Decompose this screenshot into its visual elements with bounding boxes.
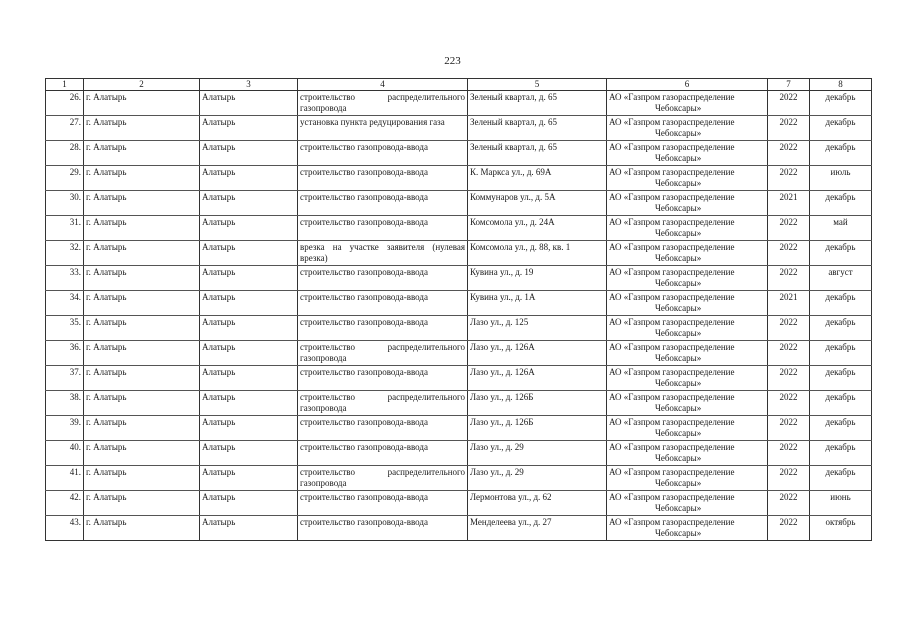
- organization-line-1: АО «Газпром газораспределение: [609, 367, 735, 377]
- organization-cell: [607, 316, 768, 341]
- table-row: [46, 491, 872, 516]
- address-cell: Лазо ул., д. 126Б: [468, 391, 607, 416]
- settlement-cell: г. Алатырь: [84, 516, 200, 541]
- district-cell: Алатырь: [200, 116, 298, 141]
- table-row: [46, 516, 872, 541]
- year-cell: 2022: [768, 466, 810, 491]
- organization-cell: [607, 391, 768, 416]
- table-row: [46, 391, 872, 416]
- works-table: [45, 78, 872, 541]
- year-cell: 2022: [768, 416, 810, 441]
- table-row: [46, 116, 872, 141]
- month-cell: декабрь: [810, 116, 872, 141]
- settlement-cell: г. Алатырь: [84, 266, 200, 291]
- address-cell: Лазо ул., д. 126Б: [468, 416, 607, 441]
- district-cell: Алатырь: [200, 466, 298, 491]
- year-cell: 2021: [768, 191, 810, 216]
- organization-line-2: Чебоксары»: [655, 502, 702, 513]
- organization-cell: [607, 191, 768, 216]
- organization-cell: [607, 266, 768, 291]
- table-row: [46, 366, 872, 391]
- year-cell: 2022: [768, 441, 810, 466]
- organization-line-2: Чебоксары»: [655, 377, 702, 388]
- column-header: 8: [810, 79, 872, 91]
- table-row: [46, 441, 872, 466]
- table-row: [46, 266, 872, 291]
- table-row: [46, 141, 872, 166]
- year-cell: 2022: [768, 341, 810, 366]
- organization-line-1: АО «Газпром газораспределение: [609, 267, 735, 277]
- table-row: [46, 191, 872, 216]
- settlement-cell: г. Алатырь: [84, 166, 200, 191]
- settlement-cell: г. Алатырь: [84, 466, 200, 491]
- year-cell: 2021: [768, 291, 810, 316]
- district-cell: Алатырь: [200, 441, 298, 466]
- work-type-cell: строительство газопровода-ввода: [298, 191, 468, 216]
- settlement-cell: г. Алатырь: [84, 441, 200, 466]
- row-number: 31.: [46, 216, 84, 241]
- work-type-cell: строительство газопровода-ввода: [298, 491, 468, 516]
- table-row: [46, 166, 872, 191]
- district-cell: Алатырь: [200, 191, 298, 216]
- address-cell: Лазо ул., д. 126А: [468, 341, 607, 366]
- organization-line-2: Чебоксары»: [655, 302, 702, 313]
- month-cell: май: [810, 216, 872, 241]
- organization-line-2: Чебоксары»: [655, 177, 702, 188]
- organization-line-2: Чебоксары»: [655, 152, 702, 163]
- work-type-cell: строительство газопровода-ввода: [298, 291, 468, 316]
- address-cell: К. Маркса ул., д. 69А: [468, 166, 607, 191]
- organization-line-1: АО «Газпром газораспределение: [609, 517, 735, 527]
- organization-line-1: АО «Газпром газораспределение: [609, 292, 735, 302]
- organization-line-1: АО «Газпром газораспределение: [609, 417, 735, 427]
- address-cell: Зеленый квартал, д. 65: [468, 116, 607, 141]
- column-header: 2: [84, 79, 200, 91]
- district-cell: Алатырь: [200, 141, 298, 166]
- row-number: 32.: [46, 241, 84, 266]
- month-cell: декабрь: [810, 391, 872, 416]
- address-cell: Комсомола ул., д. 24А: [468, 216, 607, 241]
- work-type-cell: строительство газопровода-ввода: [298, 141, 468, 166]
- table-row: [46, 416, 872, 441]
- settlement-cell: г. Алатырь: [84, 491, 200, 516]
- organization-line-1: АО «Газпром газораспределение: [609, 442, 735, 452]
- organization-cell: [607, 366, 768, 391]
- month-cell: август: [810, 266, 872, 291]
- table-row: [46, 341, 872, 366]
- settlement-cell: г. Алатырь: [84, 316, 200, 341]
- settlement-cell: г. Алатырь: [84, 291, 200, 316]
- year-cell: 2022: [768, 516, 810, 541]
- organization-line-2: Чебоксары»: [655, 327, 702, 338]
- organization-line-2: Чебоксары»: [655, 102, 702, 113]
- table-body: [46, 79, 872, 541]
- organization-line-2: Чебоксары»: [655, 277, 702, 288]
- district-cell: Алатырь: [200, 366, 298, 391]
- organization-line-1: АО «Газпром газораспределение: [609, 142, 735, 152]
- column-header: 6: [607, 79, 768, 91]
- district-cell: Алатырь: [200, 316, 298, 341]
- work-type-cell: строительство газопровода-ввода: [298, 266, 468, 291]
- row-number: 38.: [46, 391, 84, 416]
- work-type-cell: строительство распределительного газопровода: [298, 341, 468, 366]
- month-cell: декабрь: [810, 366, 872, 391]
- month-cell: декабрь: [810, 91, 872, 116]
- address-cell: Менделеева ул., д. 27: [468, 516, 607, 541]
- organization-cell: [607, 141, 768, 166]
- table-row: [46, 241, 872, 266]
- row-number: 37.: [46, 366, 84, 391]
- district-cell: Алатырь: [200, 391, 298, 416]
- organization-line-2: Чебоксары»: [655, 127, 702, 138]
- organization-line-1: АО «Газпром газораспределение: [609, 192, 735, 202]
- month-cell: декабрь: [810, 241, 872, 266]
- row-number: 27.: [46, 116, 84, 141]
- row-number: 43.: [46, 516, 84, 541]
- settlement-cell: г. Алатырь: [84, 416, 200, 441]
- organization-cell: [607, 241, 768, 266]
- row-number: 35.: [46, 316, 84, 341]
- year-cell: 2022: [768, 91, 810, 116]
- row-number: 28.: [46, 141, 84, 166]
- row-number: 26.: [46, 91, 84, 116]
- settlement-cell: г. Алатырь: [84, 366, 200, 391]
- organization-line-2: Чебоксары»: [655, 452, 702, 463]
- organization-line-1: АО «Газпром газораспределение: [609, 317, 735, 327]
- work-type-cell: строительство газопровода-ввода: [298, 166, 468, 191]
- row-number: 40.: [46, 441, 84, 466]
- organization-cell: [607, 516, 768, 541]
- column-header: 7: [768, 79, 810, 91]
- year-cell: 2022: [768, 366, 810, 391]
- organization-cell: [607, 466, 768, 491]
- year-cell: 2022: [768, 116, 810, 141]
- district-cell: Алатырь: [200, 216, 298, 241]
- settlement-cell: г. Алатырь: [84, 116, 200, 141]
- settlement-cell: г. Алатырь: [84, 216, 200, 241]
- organization-cell: [607, 341, 768, 366]
- organization-line-2: Чебоксары»: [655, 352, 702, 363]
- organization-cell: [607, 91, 768, 116]
- month-cell: декабрь: [810, 316, 872, 341]
- settlement-cell: г. Алатырь: [84, 141, 200, 166]
- organization-line-2: Чебоксары»: [655, 427, 702, 438]
- organization-cell: [607, 116, 768, 141]
- table-row: [46, 291, 872, 316]
- column-header: 1: [46, 79, 84, 91]
- address-cell: Лермонтова ул., д. 62: [468, 491, 607, 516]
- district-cell: Алатырь: [200, 416, 298, 441]
- address-cell: Зеленый квартал, д. 65: [468, 91, 607, 116]
- year-cell: 2022: [768, 266, 810, 291]
- month-cell: июль: [810, 166, 872, 191]
- organization-line-2: Чебоксары»: [655, 227, 702, 238]
- column-header: 4: [298, 79, 468, 91]
- settlement-cell: г. Алатырь: [84, 391, 200, 416]
- address-cell: Лазо ул., д. 125: [468, 316, 607, 341]
- row-number: 34.: [46, 291, 84, 316]
- address-cell: Кувина ул., д. 19: [468, 266, 607, 291]
- address-cell: Комсомола ул., д. 88, кв. 1: [468, 241, 607, 266]
- month-cell: декабрь: [810, 191, 872, 216]
- settlement-cell: г. Алатырь: [84, 241, 200, 266]
- address-cell: Лазо ул., д. 29: [468, 441, 607, 466]
- year-cell: 2022: [768, 316, 810, 341]
- month-cell: декабрь: [810, 291, 872, 316]
- row-number: 39.: [46, 416, 84, 441]
- organization-line-1: АО «Газпром газораспределение: [609, 467, 735, 477]
- organization-line-2: Чебоксары»: [655, 477, 702, 488]
- year-cell: 2022: [768, 166, 810, 191]
- organization-line-1: АО «Газпром газораспределение: [609, 392, 735, 402]
- address-cell: Зеленый квартал, д. 65: [468, 141, 607, 166]
- row-number: 30.: [46, 191, 84, 216]
- table-row: [46, 466, 872, 491]
- organization-line-1: АО «Газпром газораспределение: [609, 242, 735, 252]
- work-type-cell: строительство газопровода-ввода: [298, 216, 468, 241]
- organization-line-2: Чебоксары»: [655, 202, 702, 213]
- district-cell: Алатырь: [200, 91, 298, 116]
- district-cell: Алатырь: [200, 491, 298, 516]
- year-cell: 2022: [768, 241, 810, 266]
- row-number: 33.: [46, 266, 84, 291]
- work-type-cell: строительство газопровода-ввода: [298, 366, 468, 391]
- page-number: 223: [444, 55, 461, 67]
- year-cell: 2022: [768, 141, 810, 166]
- work-type-cell: строительство газопровода-ввода: [298, 416, 468, 441]
- organization-line-1: АО «Газпром газораспределение: [609, 492, 735, 502]
- column-header: 3: [200, 79, 298, 91]
- month-cell: декабрь: [810, 141, 872, 166]
- year-cell: 2022: [768, 491, 810, 516]
- address-cell: Коммунаров ул., д. 5А: [468, 191, 607, 216]
- work-type-cell: строительство распределительного газопровода: [298, 391, 468, 416]
- address-cell: Кувина ул., д. 1А: [468, 291, 607, 316]
- organization-line-1: АО «Газпром газораспределение: [609, 92, 735, 102]
- column-header: 5: [468, 79, 607, 91]
- month-cell: декабрь: [810, 441, 872, 466]
- organization-line-2: Чебоксары»: [655, 402, 702, 413]
- district-cell: Алатырь: [200, 266, 298, 291]
- month-cell: декабрь: [810, 341, 872, 366]
- table-row: [46, 316, 872, 341]
- organization-cell: [607, 441, 768, 466]
- organization-cell: [607, 166, 768, 191]
- organization-line-2: Чебоксары»: [655, 252, 702, 263]
- address-cell: Лазо ул., д. 126А: [468, 366, 607, 391]
- month-cell: декабрь: [810, 416, 872, 441]
- year-cell: 2022: [768, 216, 810, 241]
- organization-cell: [607, 491, 768, 516]
- organization-cell: [607, 216, 768, 241]
- table-row: [46, 91, 872, 116]
- work-type-cell: строительство газопровода-ввода: [298, 316, 468, 341]
- work-type-cell: строительство распределительного газопровода: [298, 466, 468, 491]
- row-number: 41.: [46, 466, 84, 491]
- work-type-cell: установка пункта редуцирования газа: [298, 116, 468, 141]
- district-cell: Алатырь: [200, 241, 298, 266]
- district-cell: Алатырь: [200, 166, 298, 191]
- month-cell: октябрь: [810, 516, 872, 541]
- month-cell: июнь: [810, 491, 872, 516]
- work-type-cell: строительство распределительного газопровода: [298, 91, 468, 116]
- settlement-cell: г. Алатырь: [84, 341, 200, 366]
- settlement-cell: г. Алатырь: [84, 91, 200, 116]
- table-row: [46, 216, 872, 241]
- address-cell: Лазо ул., д. 29: [468, 466, 607, 491]
- organization-cell: [607, 291, 768, 316]
- organization-line-1: АО «Газпром газораспределение: [609, 117, 735, 127]
- district-cell: Алатырь: [200, 291, 298, 316]
- organization-line-1: АО «Газпром газораспределение: [609, 217, 735, 227]
- work-type-cell: врезка на участке заявителя (нулевая врезка): [298, 241, 468, 266]
- organization-line-2: Чебоксары»: [655, 527, 702, 538]
- organization-cell: [607, 416, 768, 441]
- settlement-cell: г. Алатырь: [84, 191, 200, 216]
- organization-line-1: АО «Газпром газораспределение: [609, 167, 735, 177]
- work-type-cell: строительство газопровода-ввода: [298, 441, 468, 466]
- month-cell: декабрь: [810, 466, 872, 491]
- row-number: 36.: [46, 341, 84, 366]
- row-number: 29.: [46, 166, 84, 191]
- work-type-cell: строительство газопровода-ввода: [298, 516, 468, 541]
- district-cell: Алатырь: [200, 341, 298, 366]
- year-cell: 2022: [768, 391, 810, 416]
- organization-line-1: АО «Газпром газораспределение: [609, 342, 735, 352]
- row-number: 42.: [46, 491, 84, 516]
- header-row: [46, 79, 872, 91]
- district-cell: Алатырь: [200, 516, 298, 541]
